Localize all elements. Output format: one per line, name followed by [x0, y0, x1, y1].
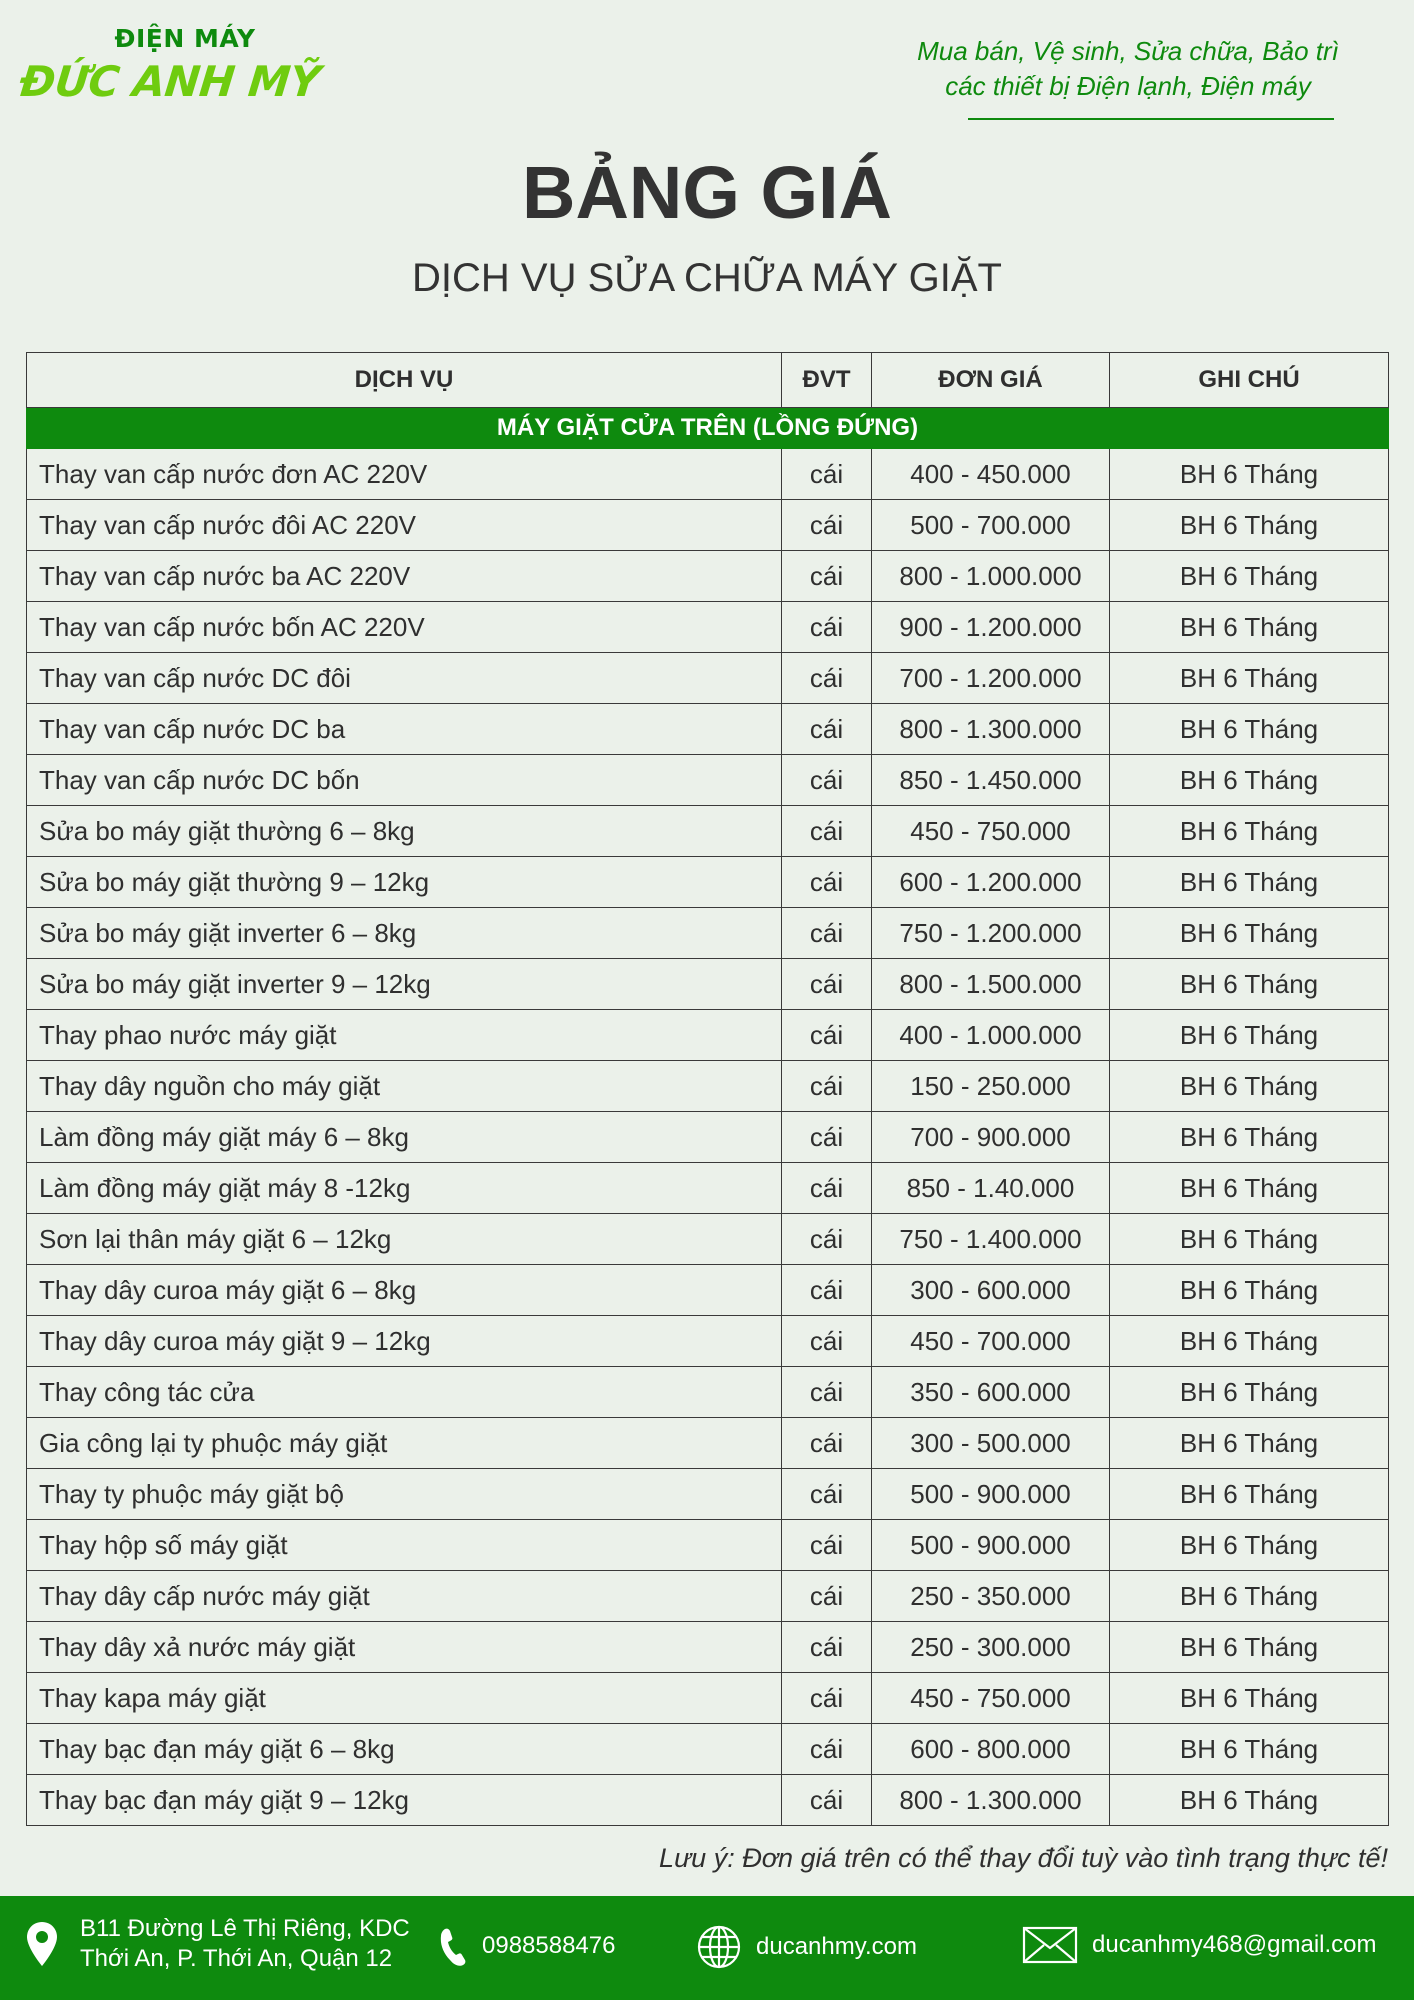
- cell-note: BH 6 Tháng: [1110, 1469, 1389, 1520]
- table-row: [27, 908, 1389, 959]
- cell-service: Thay dây curoa máy giặt 9 – 12kg: [27, 1316, 782, 1367]
- tagline-line-1: Mua bán, Vệ sinh, Sửa chữa, Bảo trì: [917, 36, 1339, 66]
- table-row: [27, 857, 1389, 908]
- table-row: [27, 1571, 1389, 1622]
- section-title: MÁY GIẶT CỬA TRÊN (LỒNG ĐỨNG): [27, 408, 1389, 449]
- cell-service: Thay kapa máy giặt: [27, 1673, 782, 1724]
- location-pin-icon: [24, 1920, 60, 1968]
- cell-price: 450 - 700.000: [872, 1316, 1110, 1367]
- footer-email-address[interactable]: ducanhmy468@gmail.com: [1092, 1931, 1377, 1958]
- header-price: ĐƠN GIÁ: [872, 353, 1110, 408]
- cell-unit: cái: [782, 1112, 872, 1163]
- cell-unit: cái: [782, 1010, 872, 1061]
- cell-service: Làm đồng máy giặt máy 8 -12kg: [27, 1163, 782, 1214]
- cell-unit: cái: [782, 806, 872, 857]
- cell-note: BH 6 Tháng: [1110, 857, 1389, 908]
- cell-note: BH 6 Tháng: [1110, 704, 1389, 755]
- cell-unit: cái: [782, 551, 872, 602]
- cell-service: Thay van cấp nước bốn AC 220V: [27, 602, 782, 653]
- footer: [0, 1896, 1414, 2000]
- cell-unit: cái: [782, 1724, 872, 1775]
- cell-service: Thay công tác cửa: [27, 1367, 782, 1418]
- table-row: [27, 1775, 1389, 1826]
- cell-service: Thay van cấp nước DC ba: [27, 704, 782, 755]
- table-row: [27, 1673, 1389, 1724]
- cell-note: BH 6 Tháng: [1110, 500, 1389, 551]
- cell-note: BH 6 Tháng: [1110, 449, 1389, 500]
- cell-unit: cái: [782, 704, 872, 755]
- cell-unit: cái: [782, 1520, 872, 1571]
- table-row: [27, 1520, 1389, 1571]
- cell-unit: cái: [782, 1673, 872, 1724]
- table-row: [27, 1061, 1389, 1112]
- cell-price: 800 - 1.000.000: [872, 551, 1110, 602]
- cell-note: BH 6 Tháng: [1110, 1622, 1389, 1673]
- cell-unit: cái: [782, 1418, 872, 1469]
- cell-note: BH 6 Tháng: [1110, 1367, 1389, 1418]
- footer-address-line-2: Thới An, P. Thới An, Quận 12: [80, 1945, 393, 1972]
- cell-unit: cái: [782, 908, 872, 959]
- cell-price: 400 - 1.000.000: [872, 1010, 1110, 1061]
- table-row: [27, 704, 1389, 755]
- cell-unit: cái: [782, 959, 872, 1010]
- cell-note: BH 6 Tháng: [1110, 653, 1389, 704]
- cell-note: BH 6 Tháng: [1110, 959, 1389, 1010]
- cell-price: 400 - 450.000: [872, 449, 1110, 500]
- table-row: [27, 806, 1389, 857]
- cell-price: 750 - 1.400.000: [872, 1214, 1110, 1265]
- table-row: [27, 1265, 1389, 1316]
- price-table: [26, 352, 1389, 1826]
- cell-unit: cái: [782, 1571, 872, 1622]
- cell-price: 250 - 350.000: [872, 1571, 1110, 1622]
- table-row: [27, 1163, 1389, 1214]
- page-title: BẢNG GIÁ: [522, 151, 892, 234]
- cell-service: Gia công lại ty phuộc máy giặt: [27, 1418, 782, 1469]
- cell-note: BH 6 Tháng: [1110, 1061, 1389, 1112]
- table-row: [27, 1214, 1389, 1265]
- header-note: GHI CHÚ: [1110, 353, 1389, 408]
- cell-service: Sửa bo máy giặt thường 9 – 12kg: [27, 857, 782, 908]
- footer-phone[interactable]: [438, 1926, 615, 1966]
- cell-note: BH 6 Tháng: [1110, 602, 1389, 653]
- cell-note: BH 6 Tháng: [1110, 1520, 1389, 1571]
- table-row: [27, 1418, 1389, 1469]
- cell-price: 600 - 800.000: [872, 1724, 1110, 1775]
- cell-service: Sơn lại thân máy giặt 6 – 12kg: [27, 1214, 782, 1265]
- page-subtitle: DỊCH VỤ SỬA CHỮA MÁY GIẶT: [412, 256, 1002, 300]
- cell-unit: cái: [782, 1265, 872, 1316]
- cell-service: Thay dây nguồn cho máy giặt: [27, 1061, 782, 1112]
- cell-price: 600 - 1.200.000: [872, 857, 1110, 908]
- cell-unit: cái: [782, 1316, 872, 1367]
- cell-unit: cái: [782, 602, 872, 653]
- footer-phone-number[interactable]: 0988588476: [482, 1932, 616, 1959]
- tagline-divider: [968, 118, 1334, 120]
- cell-service: Thay van cấp nước DC bốn: [27, 755, 782, 806]
- cell-price: 750 - 1.200.000: [872, 908, 1110, 959]
- cell-unit: cái: [782, 755, 872, 806]
- cell-note: BH 6 Tháng: [1110, 1265, 1389, 1316]
- footer-address-line-1: B11 Đường Lê Thị Riêng, KDC: [80, 1915, 410, 1942]
- cell-unit: cái: [782, 1214, 872, 1265]
- table-row: [27, 602, 1389, 653]
- footer-email[interactable]: [1022, 1926, 1377, 1964]
- cell-unit: cái: [782, 449, 872, 500]
- cell-price: 700 - 1.200.000: [872, 653, 1110, 704]
- cell-price: 800 - 1.500.000: [872, 959, 1110, 1010]
- table-row: [27, 1724, 1389, 1775]
- header-unit: ĐVT: [782, 353, 872, 408]
- table-row: [27, 1316, 1389, 1367]
- table-row: [27, 1367, 1389, 1418]
- table-row: [27, 1112, 1389, 1163]
- cell-note: BH 6 Tháng: [1110, 1112, 1389, 1163]
- cell-note: BH 6 Tháng: [1110, 1163, 1389, 1214]
- table-row: [27, 1622, 1389, 1673]
- table-row: [27, 653, 1389, 704]
- cell-service: Sửa bo máy giặt inverter 9 – 12kg: [27, 959, 782, 1010]
- cell-note: BH 6 Tháng: [1110, 551, 1389, 602]
- cell-price: 450 - 750.000: [872, 1673, 1110, 1724]
- cell-price: 300 - 600.000: [872, 1265, 1110, 1316]
- footer-website[interactable]: [696, 1924, 917, 1970]
- table-row: [27, 449, 1389, 500]
- brand-logo-name: ĐỨC ANH MỸ: [17, 57, 323, 106]
- cell-service: Thay van cấp nước DC đôi: [27, 653, 782, 704]
- cell-note: BH 6 Tháng: [1110, 908, 1389, 959]
- cell-price: 450 - 750.000: [872, 806, 1110, 857]
- footer-website-url[interactable]: ducanhmy.com: [756, 1933, 917, 1960]
- table-row: [27, 755, 1389, 806]
- cell-price: 500 - 900.000: [872, 1520, 1110, 1571]
- cell-unit: cái: [782, 500, 872, 551]
- cell-price: 800 - 1.300.000: [872, 1775, 1110, 1826]
- cell-price: 800 - 1.300.000: [872, 704, 1110, 755]
- cell-price: 700 - 900.000: [872, 1112, 1110, 1163]
- cell-unit: cái: [782, 1163, 872, 1214]
- table-row: [27, 1469, 1389, 1520]
- cell-note: BH 6 Tháng: [1110, 1775, 1389, 1826]
- footer-address: [24, 1914, 410, 1974]
- cell-price: 350 - 600.000: [872, 1367, 1110, 1418]
- cell-unit: cái: [782, 1622, 872, 1673]
- cell-service: Thay ty phuộc máy giặt bộ: [27, 1469, 782, 1520]
- cell-unit: cái: [782, 653, 872, 704]
- header-service: DỊCH VỤ: [27, 353, 782, 408]
- cell-service: Thay dây curoa máy giặt 6 – 8kg: [27, 1265, 782, 1316]
- cell-note: BH 6 Tháng: [1110, 1316, 1389, 1367]
- cell-price: 850 - 1.450.000: [872, 755, 1110, 806]
- cell-price: 150 - 250.000: [872, 1061, 1110, 1112]
- cell-service: Thay hộp số máy giặt: [27, 1520, 782, 1571]
- table-row: [27, 959, 1389, 1010]
- cell-service: Làm đồng máy giặt máy 6 – 8kg: [27, 1112, 782, 1163]
- table-row: [27, 1010, 1389, 1061]
- price-note: Lưu ý: Đơn giá trên có thể thay đổi tuỳ vào tình trạng thực tế!: [659, 1843, 1388, 1873]
- phone-icon: [438, 1926, 468, 1966]
- cell-unit: cái: [782, 1367, 872, 1418]
- cell-service: Sửa bo máy giặt thường 6 – 8kg: [27, 806, 782, 857]
- cell-note: BH 6 Tháng: [1110, 1724, 1389, 1775]
- cell-service: Thay dây xả nước máy giặt: [27, 1622, 782, 1673]
- cell-price: 500 - 900.000: [872, 1469, 1110, 1520]
- cell-service: Thay dây cấp nước máy giặt: [27, 1571, 782, 1622]
- cell-note: BH 6 Tháng: [1110, 1418, 1389, 1469]
- cell-note: BH 6 Tháng: [1110, 806, 1389, 857]
- cell-service: Thay van cấp nước ba AC 220V: [27, 551, 782, 602]
- cell-service: Thay phao nước máy giặt: [27, 1010, 782, 1061]
- cell-note: BH 6 Tháng: [1110, 1010, 1389, 1061]
- table-row: [27, 500, 1389, 551]
- cell-note: BH 6 Tháng: [1110, 755, 1389, 806]
- cell-unit: cái: [782, 1775, 872, 1826]
- tagline: [868, 34, 1388, 104]
- cell-price: 850 - 1.40.000: [872, 1163, 1110, 1214]
- cell-price: 250 - 300.000: [872, 1622, 1110, 1673]
- cell-unit: cái: [782, 857, 872, 908]
- cell-service: Thay van cấp nước đơn AC 220V: [27, 449, 782, 500]
- cell-service: Thay bạc đạn máy giặt 6 – 8kg: [27, 1724, 782, 1775]
- cell-note: BH 6 Tháng: [1110, 1571, 1389, 1622]
- table-header-row: [27, 353, 1389, 408]
- globe-icon: [696, 1924, 742, 1970]
- cell-price: 500 - 700.000: [872, 500, 1110, 551]
- cell-service: Thay van cấp nước đôi AC 220V: [27, 500, 782, 551]
- cell-unit: cái: [782, 1061, 872, 1112]
- cell-price: 300 - 500.000: [872, 1418, 1110, 1469]
- section-row: [27, 408, 1389, 449]
- cell-service: Thay bạc đạn máy giặt 9 – 12kg: [27, 1775, 782, 1826]
- brand-logo: [17, 24, 360, 106]
- cell-note: BH 6 Tháng: [1110, 1214, 1389, 1265]
- cell-unit: cái: [782, 1469, 872, 1520]
- cell-service: Sửa bo máy giặt inverter 6 – 8kg: [27, 908, 782, 959]
- envelope-icon: [1022, 1926, 1078, 1964]
- cell-price: 900 - 1.200.000: [872, 602, 1110, 653]
- tagline-line-2: các thiết bị Điện lạnh, Điện máy: [945, 71, 1311, 101]
- brand-logo-top: ĐIỆN MÁY: [114, 24, 256, 53]
- cell-note: BH 6 Tháng: [1110, 1673, 1389, 1724]
- table-row: [27, 551, 1389, 602]
